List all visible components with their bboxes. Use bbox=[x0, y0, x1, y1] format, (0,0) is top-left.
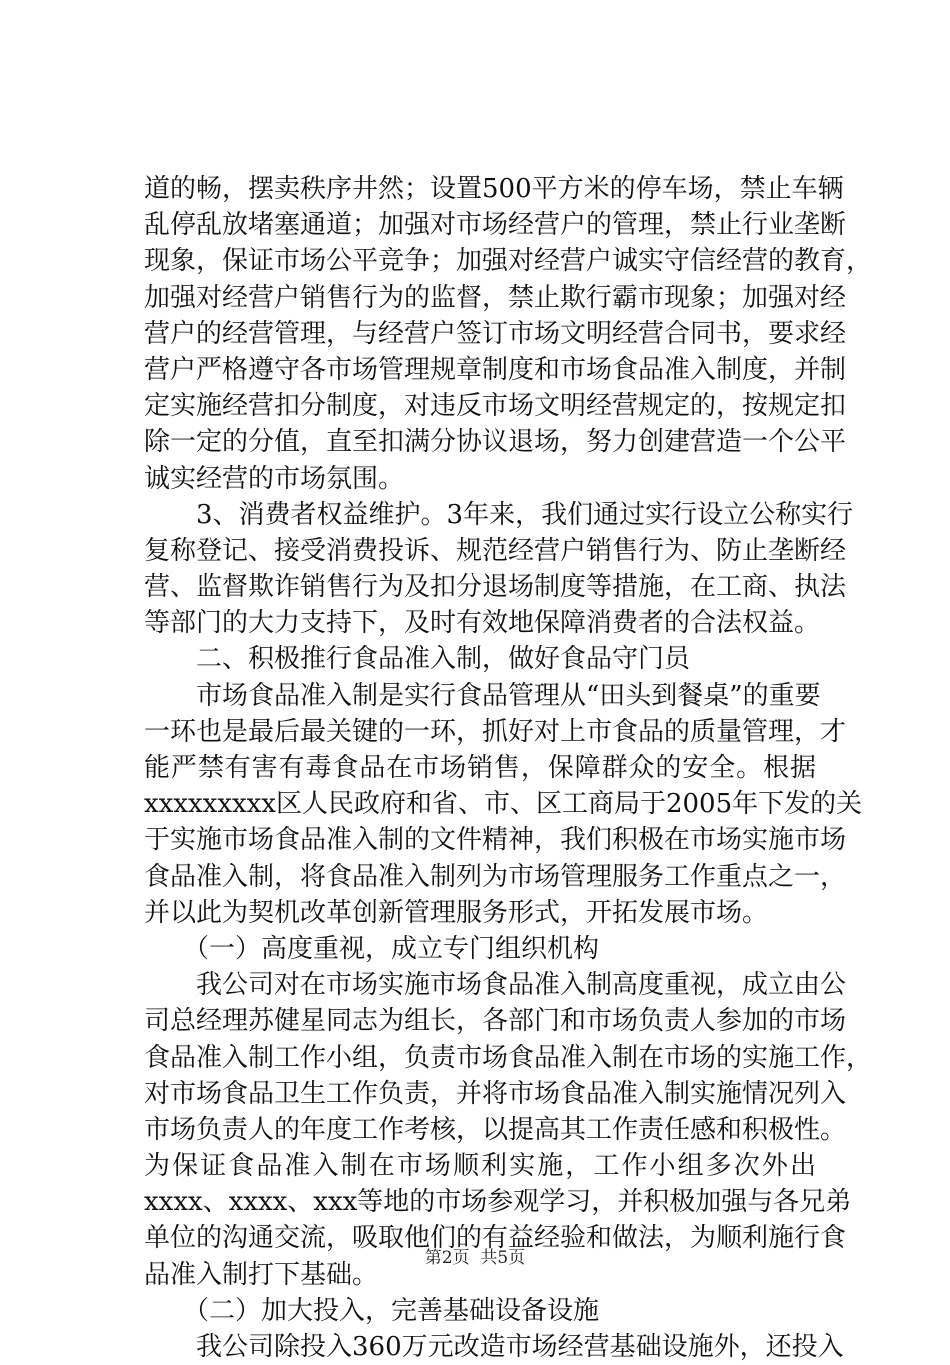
text-line: xxxxxxxxx区人民政府和省、市、区工商局于2005年下发的关 bbox=[144, 789, 863, 820]
text-line: 我公司对在市场实施市场食品准入制高度重视，成立由公 bbox=[144, 970, 847, 1001]
text-line: 二、积极推行食品准入制，做好食品守门员 bbox=[144, 644, 691, 675]
text-line: 现象，保证市场公平竞争；加强对经营户诚实守信经营的教育， bbox=[144, 246, 873, 277]
text-line: 市场负责人的年度工作考核，以提高其工作责任感和积极性。 bbox=[144, 1114, 847, 1145]
text-line: 于实施市场食品准入制的文件精神，我们积极在市场实施市场 bbox=[144, 825, 847, 856]
text-line: 加强对经营户销售行为的监督，禁止欺行霸市现象；加强对经 bbox=[144, 282, 847, 313]
text-line: （一）高度重视，成立专门组织机构 bbox=[144, 933, 600, 964]
text-line: （二）加大投入，完善基础设备设施 bbox=[144, 1295, 600, 1326]
text-line: 营户的经营管理，与经营户签订市场文明经营合同书，要求经 bbox=[144, 318, 847, 349]
page-footer: 第2页 共5页 bbox=[424, 1248, 526, 1268]
text-line: 乱停乱放堵塞通道；加强对市场经营户的管理，禁止行业垄断 bbox=[144, 210, 847, 241]
text-line: 并以此为契机改革创新管理服务形式，开拓发展市场。 bbox=[144, 897, 769, 928]
text-line: 单位的沟通交流，吸取他们的有益经验和做法，为顺利施行食 bbox=[144, 1223, 847, 1254]
text-line: 一环也是最后最关键的一环，抓好对上市食品的质量管理，才 bbox=[144, 716, 847, 747]
text-line: 食品准入制，将食品准入制列为市场管理服务工作重点之一， bbox=[144, 861, 847, 892]
text-line: xxxx、xxxx、xxx等地的市场参观学习，并积极加强与各兄弟 bbox=[144, 1187, 852, 1218]
text-line: 除一定的分值，直至扣满分协议退场，努力创建营造一个公平 bbox=[144, 427, 847, 458]
text-line: 对市场食品卫生工作负责，并将市场食品准入制实施情况列入 bbox=[144, 1078, 847, 1109]
text-line: 为保证食品准入制在市场顺利实施，工作小组多次外出 bbox=[144, 1151, 816, 1182]
text-line: 3、消费者权益维护。3年来，我们通过实行设立公称实行 bbox=[144, 499, 854, 530]
text-line: 等部门的大力支持下，及时有效地保障消费者的合法权益。 bbox=[144, 608, 821, 639]
text-line: 能严禁有害有毒食品在市场销售，保障群众的安全。根据 bbox=[144, 753, 816, 783]
body-text bbox=[144, 171, 873, 1365]
text-line: 定实施经营扣分制度，对违反市场文明经营规定的，按规定扣 bbox=[144, 391, 847, 422]
text-line: 诚实经营的市场氛围。 bbox=[144, 463, 405, 494]
text-line: 市场食品准入制是实行食品管理从“田头到餐桌”的重要 bbox=[144, 680, 821, 711]
text-line: 司总经理苏健星同志为组长，各部门和市场负责人参加的市场 bbox=[144, 1006, 847, 1037]
text-line: 营、监督欺诈销售行为及扣分退场制度等措施，在工商、执法 bbox=[144, 572, 847, 603]
text-line: 复称登记、接受消费投诉、规范经营户销售行为、防止垄断经 bbox=[144, 535, 847, 566]
text-line: 食品准入制工作小组，负责市场食品准入制在市场的实施工作， bbox=[144, 1042, 873, 1073]
text-line: 道的畅，摆卖秩序井然；设置500平方米的停车场，禁止车辆 bbox=[144, 174, 844, 204]
text-line: 营户严格遵守各市场管理规章制度和市场食品准入制度，并制 bbox=[144, 354, 847, 385]
text-line: 品准入制打下基础。 bbox=[144, 1259, 379, 1290]
text-line: 我公司除投入360万元改造市场经营基础设施外，还投入 bbox=[144, 1332, 844, 1362]
